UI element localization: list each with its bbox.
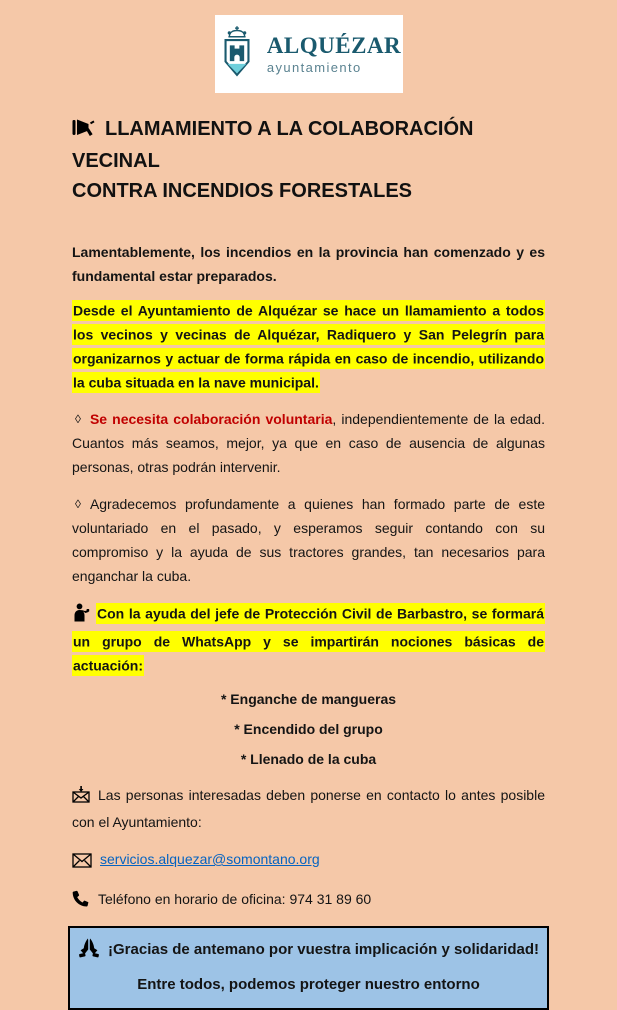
footer-line2: Entre todos, podemos proteger nuestro entorno	[137, 976, 480, 993]
page-title	[72, 114, 545, 206]
footer-banner	[68, 926, 549, 1010]
diamond-bullet-icon: ◊	[75, 497, 81, 511]
volunteer-rest: , independientemente de la edad. Cuantos más seamos, mejor, ya que en caso de ausencia de algunas personas, otras podrán intervenir.	[72, 411, 545, 475]
contact-paragraph	[72, 783, 545, 834]
phone-text: Teléfono en horario de oficina: 974 31 89 60	[98, 891, 372, 907]
highlight-callout	[72, 298, 545, 394]
phone-icon	[72, 890, 89, 913]
footer-line1-text: ¡Gracias de antemano por vuestra implicación y solidaridad!	[108, 941, 539, 958]
phone-line	[72, 888, 545, 913]
title-line1: LLAMAMIENTO A LA COLABORACIÓN VECINAL	[72, 118, 474, 172]
volunteer-lead: Se necesita colaboración voluntaria	[89, 411, 333, 427]
praying-hands-icon	[78, 938, 100, 965]
footer-line1	[76, 938, 541, 965]
town-emblem-icon	[216, 24, 258, 85]
gratitude-paragraph	[72, 492, 545, 588]
intro-paragraph: Lamentablemente, los incendios en la provincia han comenzado y es fundamental estar preparados.	[72, 244, 545, 284]
training-list	[72, 691, 545, 767]
logo-wordmark: ALQUÉZAR	[266, 32, 402, 58]
training-item: * Encendido del grupo	[234, 721, 383, 737]
contact-intro-text: Las personas interesadas deben ponerse en contacto lo antes posible con el Ayuntamiento:	[72, 787, 545, 830]
gratitude-text: Agradecemos profundamente a quienes han formado parte de este voluntariado en el pasado, y esperamos seguir contando con su compromiso y la ayuda de sus tractores grandes, tan necesarios para enganchar la cuba.	[72, 496, 545, 584]
training-item: * Llenado de la cuba	[240, 751, 377, 767]
highlight-callout-text: Desde el Ayuntamiento de Alquézar se hace un llamamiento a todos los vecinos y vecinas de Alquézar, Radiquero y San Pelegrín para organizarnos y actuar de forma rápida en caso de incendio, utilizando la cuba situada en la nave municipal.	[72, 300, 545, 393]
whatsapp-callout	[72, 601, 545, 677]
title-line2: CONTRA INCENDIOS FORESTALES	[72, 180, 413, 202]
envelope-icon	[72, 852, 92, 874]
diamond-bullet-icon: ◊	[75, 412, 81, 426]
megaphone-icon	[72, 116, 96, 146]
volunteer-paragraph	[72, 407, 545, 479]
envelope-arrow-icon	[72, 786, 91, 810]
training-item: * Enganche de mangueras	[220, 691, 397, 707]
email-link[interactable]: servicios.alquezar@somontano.org	[100, 851, 320, 867]
announcement-page	[0, 15, 617, 993]
email-line	[72, 848, 545, 874]
civil-protection-person-icon	[72, 603, 90, 629]
document-body	[72, 114, 545, 1010]
whatsapp-text: Con la ayuda del jefe de Protección Civil de Barbastro, se formará un grupo de WhatsApp y se impartirán nociones básicas de actuación:	[72, 603, 545, 676]
logo-box	[215, 15, 403, 93]
logo-subtitle: ayuntamiento	[266, 60, 362, 76]
